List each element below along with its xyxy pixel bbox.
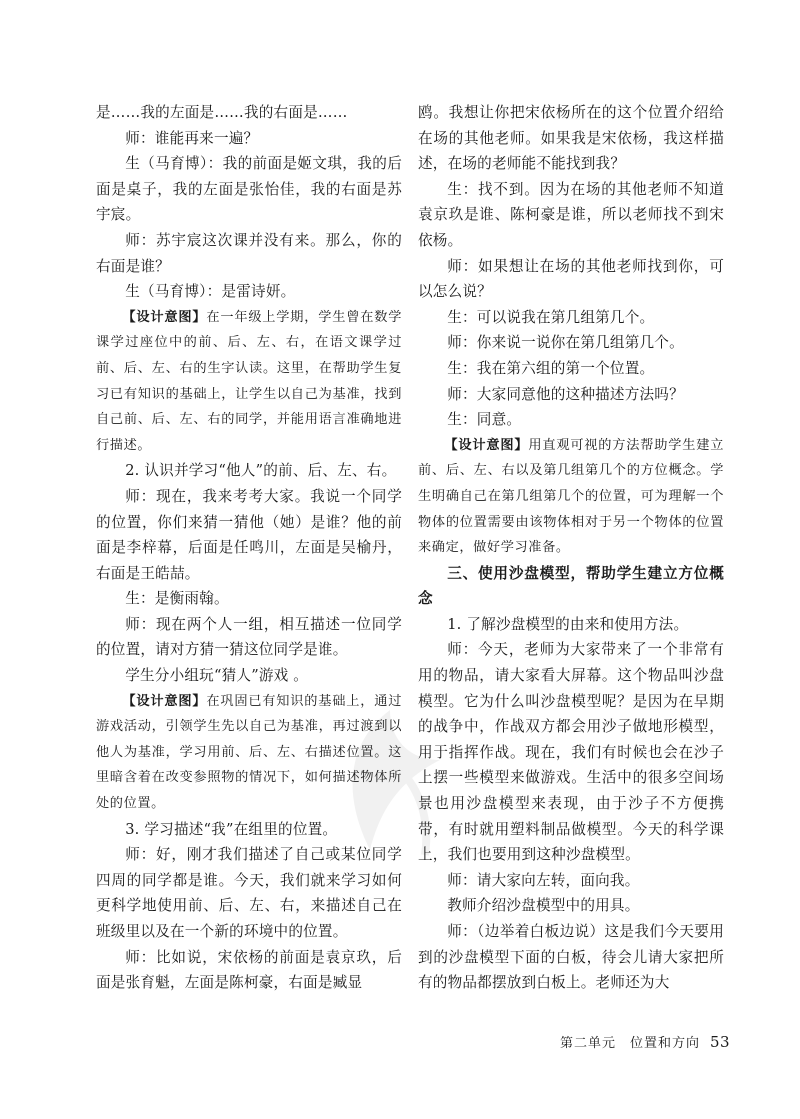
paragraph: 教师介绍沙盘模型中的用具。 bbox=[447, 897, 640, 915]
paragraph: 生：是衡雨翰。 bbox=[125, 590, 229, 608]
design-intent-tag: 【设计意图】 bbox=[122, 309, 207, 325]
paragraph: 师：（边举着白板边说）这是我们今天要用到的沙盘模型下面的白板，待会儿请大家把所有的物品都摆放到白板上。老师还为大 bbox=[418, 923, 724, 992]
design-intent-text: 用直观可视的方法帮助学生建立前、后、左、右以及第几组第几个的方位概念。学生明确自己在第几组第几个的位置，可为理解一个物体的位置需要由该物体相对于另一个物体的位置来确定，做好学习准备。 bbox=[418, 437, 724, 556]
design-intent-note bbox=[418, 433, 724, 561]
paragraph: 是……我的左面是……我的右面是…… bbox=[96, 104, 348, 121]
subsection-title: 1. 了解沙盘模型的由来和使用方法。 bbox=[447, 615, 689, 633]
paragraph: 师：请大家向左转，面向我。 bbox=[447, 871, 640, 889]
paragraph: 生（马育博）：是雷诗妍。 bbox=[125, 283, 296, 301]
design-intent-note bbox=[96, 305, 402, 459]
paragraph: 生（马育博）：我的前面是姬文琪，我的后面是桌子，我的左面是张怡佳，我的右面是苏宇宸。 bbox=[96, 155, 402, 224]
unit-title: 第二单元 位置和方向 bbox=[560, 1036, 701, 1051]
paragraph: 生：找不到。因为在场的其他老师不知道袁京玖是谁、陈柯豪是谁，所以老师找不到宋依杨。 bbox=[418, 180, 724, 249]
design-intent-text: 在巩固已有知识的基础上，通过游戏活动，引领学生先以自己为基准，再过渡到以他人为基准，学习用前、后、左、右描述位置。这里暗含着在改变参照物的情况下，如何描述物体所处的位置。 bbox=[96, 693, 402, 812]
subsection-title: 3. 学习描述“我”在组里的位置。 bbox=[125, 820, 338, 838]
paragraph: 师：你来说一说你在第几组第几个。 bbox=[447, 334, 684, 352]
paragraph: 师：比如说，宋依杨的前面是袁京玖，后面是张育魁，左面是陈柯豪，右面是臧显 bbox=[96, 948, 402, 992]
design-intent-note bbox=[96, 689, 402, 817]
design-intent-text: 在一年级上学期，学生曾在数学课学过座位中的前、后、左、右，在语文课学过前、后、左、右的生字认读。这里，在帮助学生复习已有知识的基础上，让学生以自己为基准，找到自己前、后、左、右的同学，并能用语言准确地进行描述。 bbox=[96, 309, 402, 453]
paragraph: 学生分小组玩“猜人”游戏 。 bbox=[125, 667, 309, 685]
paragraph: 师：现在，我来考考大家。我说一个同学的位置，你们来猜一猜他（她）是谁？他的前面是李梓幕，后面是任鸣川，左面是吴榆丹，右面是王皓喆。 bbox=[96, 487, 402, 582]
page-number: 53 bbox=[710, 1033, 731, 1051]
design-intent-tag: 【设计意图】 bbox=[444, 437, 529, 453]
paragraph: 师：谁能再来一遍？ bbox=[125, 129, 259, 147]
section-heading: 三、使用沙盘模型，帮助学生建立方位概念 bbox=[418, 564, 724, 608]
paragraph: 生：我在第六组的第一个位置。 bbox=[447, 359, 655, 377]
paragraph: 生：可以说我在第几组第几个。 bbox=[447, 308, 655, 326]
design-intent-tag: 【设计意图】 bbox=[122, 693, 207, 709]
paragraph: 鸥。我想让你把宋依杨所在的这个位置介绍给在场的其他老师。如果我是宋依杨，我这样描述，在场的老师能不能找到我？ bbox=[418, 104, 724, 173]
left-column bbox=[96, 100, 402, 996]
page-footer bbox=[560, 1032, 730, 1051]
paragraph: 师：苏宇宸这次课并没有来。那么，你的右面是谁？ bbox=[96, 231, 402, 275]
paragraph: 师：今天，老师为大家带来了一个非常有用的物品，请大家看大屏幕。这个物品叫沙盘模型。它为什么叫沙盘模型呢？是因为在早期的战争中，作战双方都会用沙子做地形模型，用于指挥作战。现在，我们有时候也会在沙子上摆一些模型来做游戏。生活中的很多空间场景也用沙盘模型来表现，由于沙子不方便携带，有时就用塑料制品做模型。今天的科学课上，我们也要用到这种沙盘模型。 bbox=[418, 641, 724, 864]
paragraph: 师：好，刚才我们描述了自己或某位同学四周的同学都是谁。今天，我们就来学习如何更科学地使用前、后、左、右，来描述自己在班级里以及在一个新的环境中的位置。 bbox=[96, 846, 402, 940]
paragraph: 师：如果想让在场的其他老师找到你，可以怎么说？ bbox=[418, 257, 724, 301]
subsection-title: 2. 认识并学习“他人”的前、后、左、右。 bbox=[125, 462, 397, 480]
right-column bbox=[418, 100, 724, 996]
paragraph: 师：大家同意他的这种描述方法吗？ bbox=[447, 385, 684, 403]
paragraph: 师：现在两个人一组，相互描述一位同学的位置，请对方猜一猜这位同学是谁。 bbox=[96, 615, 402, 659]
paragraph: 生：同意。 bbox=[447, 411, 522, 429]
